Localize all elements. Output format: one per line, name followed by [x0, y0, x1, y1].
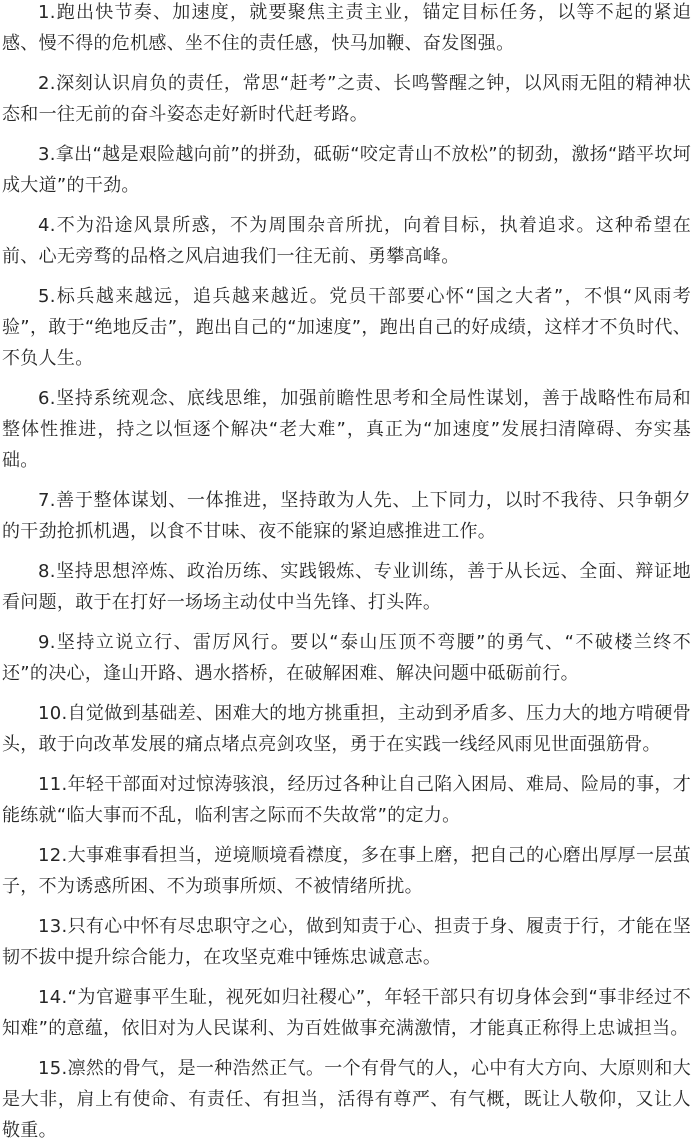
paragraph-1: 1.跑出快节奏、加速度，就要聚焦主责主业，锚定目标任务，以等不起的紧迫感、慢不得的危机感、坐不住的责任感，快马加鞭、奋发图强。: [2, 2, 691, 54]
paragraph-3: 3.拿出“越是艰险越向前”的拼劲，砥砺“咬定青山不放松”的韧劲，激扬“踏平坎坷成大道”的干劲。: [2, 144, 691, 196]
paragraph-11: 11.年轻干部面对过惊涛骇浪，经历过各种让自己陷入困局、难局、险局的事，才能练就“临大事而不乱，临利害之际而不失故常”的定力。: [2, 774, 691, 826]
paragraph-5: 5.标兵越来越远，追兵越来越近。党员干部要心怀“国之大者”，不惧“风雨考验”，敢于“绝地反击”，跑出自己的“加速度”，跑出自己的好成绩，这样才不负时代、不负人生。: [2, 286, 691, 369]
paragraph-12: 12.大事难事看担当，逆境顺境看襟度，多在事上磨，把自己的心磨出厚厚一层茧子，不为诱惑所困、不为琐事所烦、不被情绪所扰。: [2, 845, 691, 897]
paragraph-8: 8.坚持思想淬炼、政治历练、实践锻炼、专业训练，善于从长远、全面、辩证地看问题，敢于在打好一场场主动仗中当先锋、打头阵。: [2, 561, 691, 613]
paragraph-9: 9.坚持立说立行、雷厉风行。要以“泰山压顶不弯腰”的勇气、“不破楼兰终不还”的决心，逢山开路、遇水搭桥，在破解困难、解决问题中砥砺前行。: [2, 632, 691, 684]
paragraph-4: 4.不为沿途风景所惑，不为周围杂音所扰，向着目标，执着追求。这种希望在前、心无旁骛的品格之风启迪我们一往无前、勇攀高峰。: [2, 215, 691, 267]
paragraph-15: 15.凛然的骨气，是一种浩然正气。一个有骨气的人，心中有大方向、大原则和大是大非，肩上有使命、有责任、有担当，活得有尊严、有气概，既让人敬仰，又让人敬重。: [2, 1058, 691, 1141]
paragraph-6: 6.坚持系统观念、底线思维，加强前瞻性思考和全局性谋划，善于战略性布局和整体性推进，持之以恒逐个解决“老大难”，真正为“加速度”发展扫清障碍、夯实基础。: [2, 388, 691, 471]
paragraph-13: 13.只有心中怀有尽忠职守之心，做到知责于心、担责于身、履责于行，才能在坚韧不拔中提升综合能力，在攻坚克难中锤炼忠诚意志。: [2, 916, 691, 968]
paragraph-7: 7.善于整体谋划、一体推进，坚持敢为人先、上下同力，以时不我待、只争朝夕的干劲抢抓机遇，以食不甘味、夜不能寐的紧迫感推进工作。: [2, 490, 691, 542]
paragraph-14: 14.“为官避事平生耻，视死如归社稷心”，年轻干部只有切身体会到“事非经过不知难”的意蕴，依旧对为人民谋利、为百姓做事充满激情，才能真正称得上忠诚担当。: [2, 987, 691, 1039]
paragraph-2: 2.深刻认识肩负的责任，常思“赶考”之责、长鸣警醒之钟，以风雨无阻的精神状态和一往无前的奋斗姿态走好新时代赶考路。: [2, 73, 691, 125]
paragraph-10: 10.自觉做到基础差、困难大的地方挑重担，主动到矛盾多、压力大的地方啃硬骨头，敢于向改革发展的痛点堵点亮剑攻坚，勇于在实践一线经风雨见世面强筋骨。: [2, 703, 691, 755]
